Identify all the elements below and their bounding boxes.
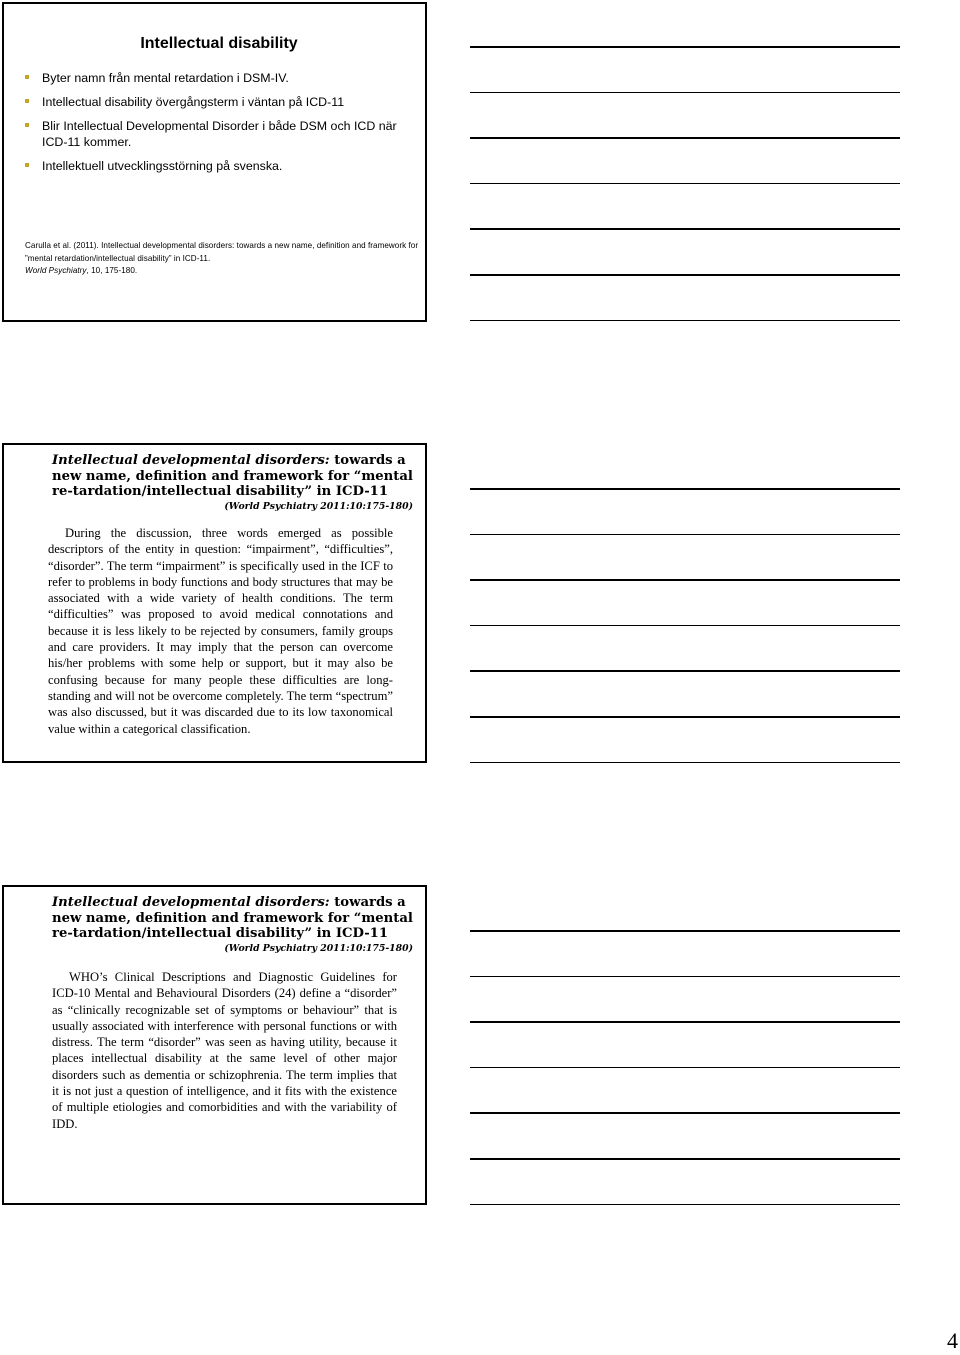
article-excerpt: During the discussion, three words emerged as possible descriptors of the entity in question: “impairment”, “difficulties”, “disorder”. The term “impairment” is specifically used in the ICF to refer to problems in body functions and body structures that may be associated with a wide variety of health conditions. The term “difficulties” was proposed to avoid medical connotations and because it is less likely to be rejected by consumers, family groups and care providers. It may imply that the person can overcome his/her problems with some help or support, but it may also be confusing because for many people these difficulties are long-standing and will not be overcome completely. The term “spectrum” was also discussed, but it was discarded due to its low taxonomical value within a categorical classification. — [48, 526, 393, 736]
note-line — [470, 534, 900, 536]
note-line — [470, 228, 900, 230]
article-excerpt: WHO’s Clinical Descriptions and Diagnostic Guidelines for ICD-10 Mental and Behavioural Disorders (24) define a “disorder” as “clinically recognizable set of symptoms or behaviour” that is usually associated with interference with personal functions or with distress. The term “disorder” was seen as having utility, because it places intellectual disability at the same level of other major disorders such as dementia or schizophrenia. The term implies that it is not just a question of intelligence, and it fits with the existence of multiple etiologies and comorbidities and with the variability of IDD. — [52, 970, 397, 1131]
note-line — [470, 1112, 900, 1114]
article-citation: (World Psychiatry 2011:10:175-180) — [224, 943, 413, 954]
bullet-icon — [25, 123, 29, 127]
note-line — [470, 625, 900, 627]
bullet-icon — [25, 99, 29, 103]
slide-title: Intellectual disability — [140, 35, 298, 52]
note-line — [470, 46, 900, 48]
bullet-list — [24, 70, 419, 182]
reference: Carulla et al. (2011). Intellectual developmental disorders: towards a new name, definition and framework for ”mental retardation/intellectual disability” in ICD-11. World Psychiatry, 10, 175-180. — [25, 241, 419, 275]
bullet-item: Intellektuell utvecklingsstörning på svenska. — [24, 158, 419, 174]
article-citation: (World Psychiatry 2011:10:175-180) — [224, 501, 413, 512]
note-line — [470, 930, 900, 932]
note-line — [470, 137, 900, 139]
slide-2 — [2, 443, 427, 763]
bullet-icon — [25, 163, 29, 167]
slide-1 — [2, 2, 427, 322]
bullet-item: Intellectual disability övergångsterm i väntan på ICD-11 — [24, 94, 419, 110]
note-line — [470, 488, 900, 490]
note-line — [470, 183, 900, 185]
note-line — [470, 1158, 900, 1160]
note-line — [470, 92, 900, 94]
note-line — [470, 762, 900, 764]
note-line — [470, 670, 900, 672]
slide-3 — [2, 885, 427, 1205]
note-line — [470, 579, 900, 581]
note-line — [470, 1021, 900, 1023]
reference-journal: World Psychiatry — [25, 266, 87, 275]
bullet-item: Byter namn från mental retardation i DSM-IV. — [24, 70, 419, 86]
note-line — [470, 1067, 900, 1069]
note-line — [470, 716, 900, 718]
article-heading: Intellectual developmental disorders: towards a new name, definition and framework for “mental re-tardation/intellectual disability” in ICD-11 — [52, 453, 413, 499]
note-line — [470, 274, 900, 276]
bullet-icon — [25, 75, 29, 79]
note-line — [470, 976, 900, 978]
page-number: 4 — [947, 1328, 958, 1353]
article-heading: Intellectual developmental disorders: towards a new name, definition and framework for “mental re-tardation/intellectual disability” in ICD-11 — [52, 895, 413, 941]
note-line — [470, 320, 900, 322]
bullet-item: Blir Intellectual Developmental Disorder i både DSM och ICD när ICD-11 kommer. — [24, 118, 419, 150]
note-line — [470, 1204, 900, 1206]
